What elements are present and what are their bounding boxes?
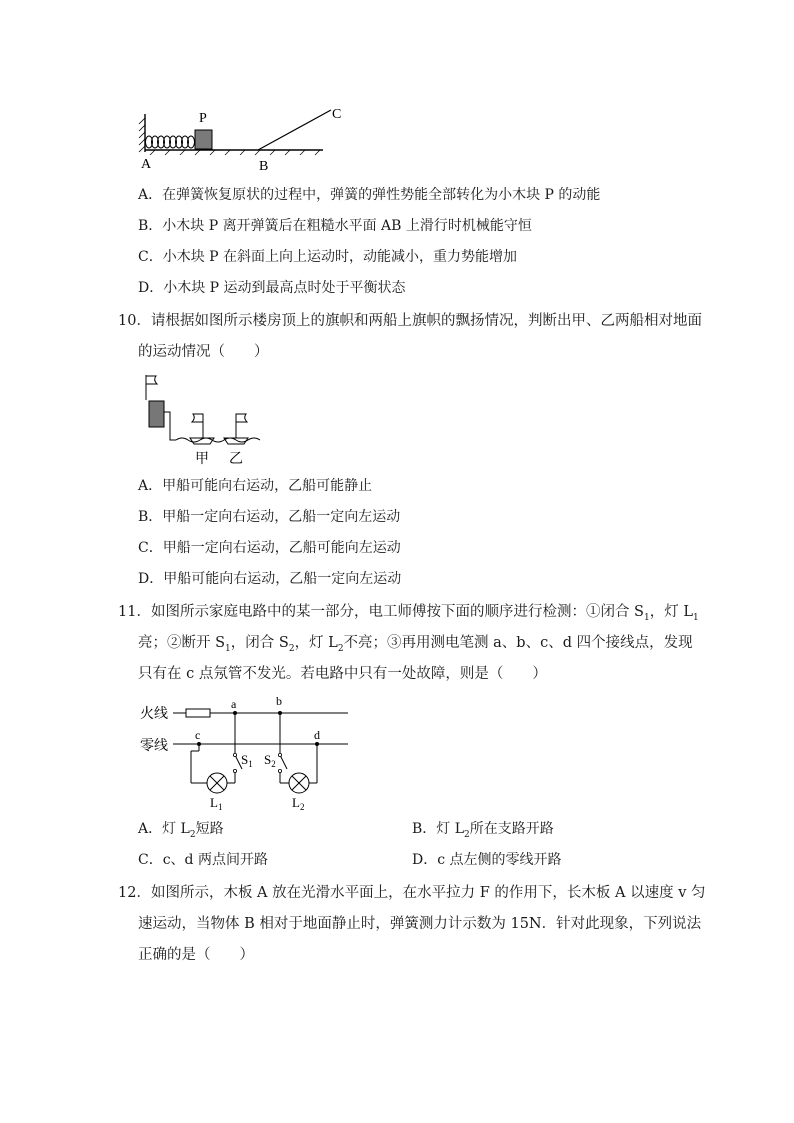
label-a: A xyxy=(141,157,152,172)
live-wire-label: 火线 xyxy=(140,707,168,722)
q9-option-b: B．小木块 P 离开弹簧后在粗糙水平面 AB 上滑行时机械能守恒 xyxy=(138,218,532,234)
label-b: B xyxy=(259,159,269,174)
q10-option-c: C．甲船一定向右运动，乙船可能向左运动 xyxy=(138,540,401,556)
q11-stem-line2: 亮；②断开 $S_1$，闭合 $S_2$，灯 $L_2$不亮；③再用测电笔测 a、b、c、d 四个接线点，发现 xyxy=(138,635,693,654)
household-circuit-figure xyxy=(138,693,353,813)
switch-s1-label: $S_1$ xyxy=(241,752,253,769)
q12-stem-line3: 正确的是（ ） xyxy=(138,947,254,963)
q12-stem-line1: 12．如图所示，木板 A 放在光滑水平面上，在水平拉力 F 的作用下，长木板 A 以速度 v 匀 xyxy=(118,885,706,901)
spring-incline-figure xyxy=(135,100,350,175)
q11-option-a: A．灯 $L_2$短路 xyxy=(138,821,224,840)
flags-boats-figure xyxy=(140,372,265,467)
boat-jia-label: 甲 xyxy=(195,452,209,467)
q11-option-c: C．c、d 两点间开路 xyxy=(138,852,268,868)
q10-stem-line2: 的运动情况（ ） xyxy=(138,344,269,360)
lamp-l1-label: $L_1$ xyxy=(210,795,223,812)
q9-option-a: A．在弹簧恢复原状的过程中，弹簧的弹性势能全部转化为小木块 P 的动能 xyxy=(138,187,601,203)
lamp-l2-label: $L_2$ xyxy=(292,795,305,812)
q10-stem-line1: 10．请根据如图所示楼房顶上的旗帜和两船上旗帜的飘扬情况，判断出甲、乙两船相对地面 xyxy=(118,313,702,329)
q12-stem-line2: 速运动，当物体 B 相对于地面静止时，弹簧测力计示数为 15N．针对此现象，下列说法 xyxy=(138,916,702,932)
q11-stem-line3: 只有在 c 点氖管不发光。若电路中只有一处故障，则是（ ） xyxy=(138,666,547,682)
q10-option-a: A．甲船可能向右运动，乙船可能静止 xyxy=(138,478,373,494)
point-b-label: b xyxy=(276,694,282,708)
neutral-wire-label: 零线 xyxy=(140,739,168,754)
point-a-label: a xyxy=(231,697,237,711)
q10-option-d: D．甲船可能向右运动，乙船一定向左运动 xyxy=(138,571,402,587)
label-c: C xyxy=(332,107,342,122)
q9-option-d: D．小木块 P 运动到最高点时处于平衡状态 xyxy=(138,280,406,296)
q11-option-d: D．c 点左侧的零线开路 xyxy=(412,852,562,868)
point-c-label: c xyxy=(195,728,201,742)
boat-yi-label: 乙 xyxy=(229,452,243,467)
q11-option-b: B．灯 $L_2$所在支路开路 xyxy=(412,821,554,840)
q10-option-b: B．甲船一定向右运动，乙船一定向左运动 xyxy=(138,509,401,525)
q9-option-c: C．小木块 P 在斜面上向上运动时，动能减小，重力势能增加 xyxy=(138,249,518,265)
point-d-label: d xyxy=(314,728,320,742)
label-p: P xyxy=(199,111,207,126)
q11-stem-line1: 11．如图所示家庭电路中的某一部分，电工师傅按下面的顺序进行检测：①闭合 $S_1$，灯 $L_1$ xyxy=(118,604,699,623)
switch-s2-label: $S_2$ xyxy=(264,752,276,769)
